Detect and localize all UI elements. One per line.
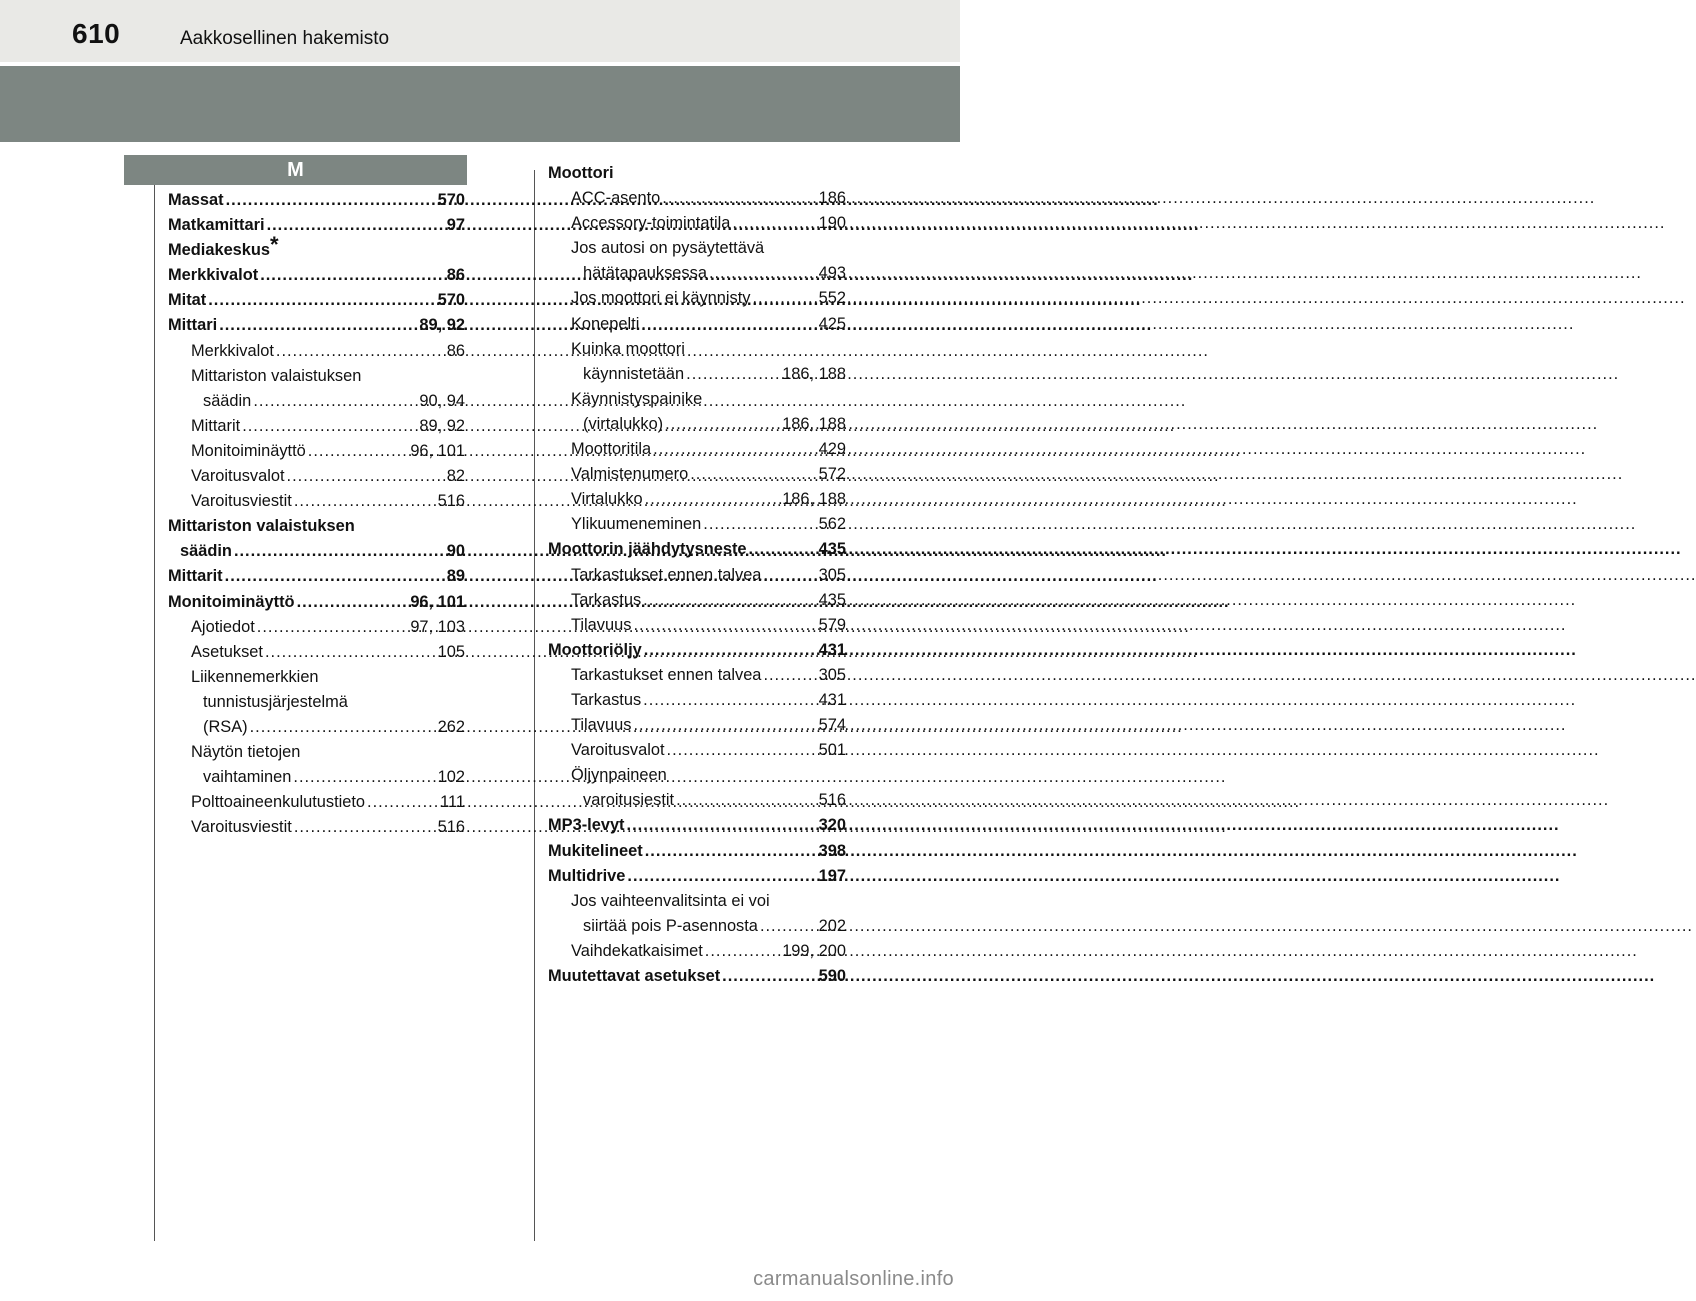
index-entry [548, 688, 846, 713]
index-entry [548, 713, 846, 738]
index-entry-term: Mittari [168, 316, 218, 335]
index-entry [168, 489, 465, 514]
index-entry-page: 435 [818, 590, 846, 609]
index-entry [548, 337, 846, 362]
index-entry-term: (RSA) [203, 717, 248, 736]
index-entry-term: Moottorin jäähdytysneste [548, 540, 747, 559]
index-entry-page: 305 [818, 565, 846, 584]
index-entry-page: 90 [446, 542, 465, 561]
dot-leader [703, 512, 816, 537]
index-entry [168, 288, 465, 313]
index-entry-term: Jos vaihteenvalitsinta ei voi [571, 891, 770, 910]
index-entry-term: Varoitusviestit [191, 818, 292, 837]
dot-leader [643, 588, 817, 613]
index-entry-page: 431 [818, 640, 846, 659]
index-entry-page: 501 [818, 741, 846, 760]
index-entry-term: Matkamittari [168, 216, 265, 235]
index-entry [168, 514, 465, 539]
index-entry-term: Mittariston valaistuksen [191, 366, 362, 385]
dot-leader [242, 414, 417, 439]
index-entry-page: 320 [818, 816, 846, 835]
dot-leader [367, 790, 438, 815]
index-entry-term: säädin [180, 542, 232, 561]
index-entry-page: 186, 188 [782, 490, 846, 509]
index-entry [548, 487, 846, 512]
index-entry-term: Tarkastus [571, 590, 642, 609]
dot-leader [225, 564, 445, 589]
index-entry [548, 839, 846, 864]
index-entry-page: 574 [818, 716, 846, 735]
index-entry-page: 516 [437, 492, 465, 511]
dot-leader [276, 339, 445, 364]
index-entry-page: 86 [446, 341, 465, 360]
index-entry-term: Accessory-toimintatila [571, 214, 731, 233]
index-entry-page: 86 [446, 266, 465, 285]
index-entry-page: 190 [818, 214, 846, 233]
index-entry-term: Moottoritila [571, 440, 652, 459]
index-entry [548, 286, 846, 311]
index-entry-term: MP3-levyt [548, 816, 625, 835]
index-entry [548, 437, 846, 462]
index-entry-page: 572 [818, 465, 846, 484]
index-entry-term: Asetukset [191, 642, 263, 661]
index-entry-page: 398 [818, 841, 846, 860]
index-entry-page: 102 [437, 768, 465, 787]
index-entry-page: 552 [818, 289, 846, 308]
index-entry-term: Ylikuumeneminen [571, 515, 702, 534]
section-letter: M [124, 155, 467, 185]
dot-leader [250, 715, 436, 740]
index-entry-term: Öljynpaineen [571, 766, 667, 785]
index-entry-term: Vaihdekatkaisimet [571, 941, 703, 960]
dot-leader [627, 864, 816, 889]
index-entry-term: Monitoiminäyttö [191, 441, 306, 460]
dot-leader [208, 288, 435, 313]
index-entry [548, 161, 846, 186]
dot-leader [749, 537, 817, 562]
index-entry-term: varoitusiestit [583, 791, 675, 810]
dot-leader [653, 437, 816, 462]
index-entry [168, 213, 465, 238]
index-entry-page: 82 [446, 467, 465, 486]
index-entry [168, 263, 465, 288]
index-entry-term: Varoitusvalot [191, 467, 285, 486]
index-entry-page: 197 [818, 866, 846, 885]
index-entry [548, 512, 846, 537]
index-entry-term: Virtalukko [571, 490, 643, 509]
dot-leader [665, 412, 780, 437]
index-entry-term: Ajotiedot [191, 617, 255, 636]
index-entry [168, 414, 465, 439]
index-entry [168, 464, 465, 489]
index-entry [548, 964, 846, 989]
index-entry [168, 815, 465, 840]
dot-leader [287, 464, 445, 489]
index-entry-term: Valmistenumero [571, 465, 689, 484]
index-entry-term: Massat [168, 191, 224, 209]
index-entry [548, 638, 846, 663]
index-entry [548, 211, 846, 236]
dot-leader [760, 914, 817, 939]
index-entry-term: Tilavuus [571, 615, 632, 634]
dot-leader [260, 263, 445, 288]
index-entry [548, 312, 846, 337]
dot-leader [267, 213, 445, 238]
index-entry-page: 89 [446, 567, 465, 586]
dot-leader [667, 738, 817, 763]
index-entry [168, 389, 465, 414]
index-entry-term: Liikennemerkkien [191, 667, 319, 686]
dot-leader [709, 261, 817, 286]
dot-leader [763, 663, 816, 688]
index-entry-page: 425 [818, 314, 846, 333]
index-entry [548, 588, 846, 613]
index-entry [548, 261, 846, 286]
index-entry-term: Tarkastukset ennen talvea [571, 565, 762, 584]
index-entry-term: siirtää pois P-asennosta [583, 916, 758, 935]
index-entry-page: 435 [818, 540, 846, 559]
dot-leader [257, 615, 409, 640]
index-entry-term: Mittarit [168, 567, 223, 586]
index-entry-term: Moottori [548, 164, 614, 182]
dot-leader [752, 286, 816, 311]
index-entry-page: 570 [437, 191, 465, 209]
index-entry-page: 431 [818, 690, 846, 709]
index-entry [548, 864, 846, 889]
index-entry [168, 188, 465, 213]
dot-leader [265, 640, 436, 665]
index-entry [168, 640, 465, 665]
index-entry-term: Varoitusviestit [191, 492, 292, 511]
index-entry [168, 790, 465, 815]
index-entry-page: 89, 92 [419, 316, 465, 335]
index-entry-page: 186, 188 [782, 364, 846, 383]
dot-leader [294, 815, 436, 840]
dot-leader [253, 389, 417, 414]
index-entry [548, 186, 846, 211]
index-entry-term: ACC-asento [571, 189, 661, 208]
dot-leader [662, 186, 816, 211]
index-entry-term: Käynnistyspainike [571, 389, 703, 408]
dot-leader [297, 590, 409, 615]
index-entry-page: 186, 188 [782, 414, 846, 433]
index-entry [548, 236, 846, 261]
index-entry [548, 788, 846, 813]
index-entry-term: Muutettavat asetukset [548, 967, 721, 985]
index-entry [168, 665, 465, 690]
index-entry-term: Konepelti [571, 314, 640, 333]
index-entry [548, 462, 846, 487]
index-entry-term: Monitoiminäyttö [168, 592, 295, 611]
index-entry-term: Merkkivalot [191, 341, 274, 360]
dot-leader [234, 539, 445, 564]
index-entry-term: Varoitusvalot [571, 741, 665, 760]
index-entry [168, 765, 465, 790]
index-entry-page: 199, 200 [782, 941, 846, 960]
index-entry-term: Näytön tietojen [191, 743, 301, 762]
index-entry-page: 516 [437, 818, 465, 837]
dot-leader [676, 788, 817, 813]
index-entry-term: Jos autosi on pysäytettävä [571, 239, 765, 258]
index-entry [548, 738, 846, 763]
index-entry [168, 715, 465, 740]
index-entry [168, 590, 465, 615]
index-entry: Mediakeskus * [168, 238, 465, 263]
index-entry-page: 96, 101 [410, 592, 465, 611]
index-entry-page: 516 [818, 791, 846, 810]
index-entry [168, 564, 465, 589]
index-entry-term: tunnistusjärjestelmä [203, 692, 348, 711]
index-entry [548, 537, 846, 562]
index-entry [548, 563, 846, 588]
index-entry [548, 387, 846, 412]
index-entry-page: 493 [818, 264, 846, 283]
index-entry [168, 615, 465, 640]
index-entry-page: 89, 92 [419, 416, 465, 435]
index-entry-term: Mitat [168, 291, 207, 310]
index-entry-page: 90, 94 [419, 391, 465, 410]
index-entry-page: 590 [818, 967, 846, 985]
index-entry-term: Mediakeskus [168, 241, 271, 260]
index-entry [168, 539, 465, 564]
index-entry [548, 613, 846, 638]
index-entry [548, 663, 846, 688]
index-entry-page: 570 [437, 291, 465, 310]
index-entry-page: 562 [818, 515, 846, 534]
page-title: Aakkosellinen hakemisto [180, 28, 390, 49]
index-entry-term: Mittariston valaistuksen [168, 517, 355, 536]
index-entry [168, 740, 465, 765]
index-entry [168, 364, 465, 389]
dot-leader [686, 362, 780, 387]
index-entry-term: Tilavuus [571, 716, 632, 735]
index-entry-page: 105 [437, 642, 465, 661]
dot-leader [308, 439, 409, 464]
index-entry-term: käynnistetään [583, 364, 685, 383]
index-entry-term: Tarkastukset ennen talvea [571, 665, 762, 684]
page-header [0, 0, 960, 62]
left-column-rule [154, 185, 155, 1241]
watermark: carmanualsonline.info [753, 1268, 954, 1290]
index-entry-page: 97, 103 [410, 617, 465, 636]
dot-leader [294, 489, 436, 514]
dot-leader [705, 939, 780, 964]
dot-leader [645, 839, 817, 864]
header-banner [0, 66, 960, 142]
index-entry [548, 939, 846, 964]
index-entry [548, 914, 846, 939]
index-entry-term: Moottoriöljy [548, 640, 642, 659]
index-entry-page: 202 [818, 916, 846, 935]
index-entry-term: vaihtaminen [203, 768, 292, 787]
index-entry-page: 305 [818, 665, 846, 684]
index-entry-term: Tarkastus [571, 690, 642, 709]
dot-leader [627, 813, 817, 838]
dot-leader [633, 613, 816, 638]
index-entry-page: 579 [818, 615, 846, 634]
index-entry-term: Multidrive [548, 866, 626, 885]
index-entry-term: Polttoaineenkulutustieto [191, 793, 366, 812]
dot-leader [641, 312, 816, 337]
index-entry [168, 439, 465, 464]
index-entry-page: 96, 101 [410, 441, 465, 460]
index-entry-page: 97 [446, 216, 465, 235]
index-entry [548, 763, 846, 788]
index-entry-term: Kuinka moottori [571, 339, 685, 358]
index-entry [548, 412, 846, 437]
dot-leader [645, 487, 781, 512]
index-entry [548, 362, 846, 387]
dot-leader [763, 563, 816, 588]
index-entry-page: 262 [437, 717, 465, 736]
index-entry-term: Merkkivalot [168, 266, 259, 285]
index-entry-term: Mittarit [191, 416, 241, 435]
index-entry-term: Jos moottori ei käynnisty [571, 289, 751, 308]
index-entry-term: hätätapauksessa [583, 264, 707, 283]
dot-leader [732, 211, 816, 236]
index-entry-term: Mukitelineet [548, 841, 643, 860]
dot-leader [293, 765, 435, 790]
index-column-right [548, 161, 846, 989]
index-entry [168, 690, 465, 715]
index-column-left [168, 188, 465, 840]
index-entry-term: (virtalukko) [583, 414, 664, 433]
dot-leader [722, 964, 816, 989]
index-entry [548, 813, 846, 838]
dot-leader [226, 188, 436, 213]
dot-leader [690, 462, 816, 487]
dot-leader [644, 638, 817, 663]
page-number: 610 [72, 18, 121, 49]
index-entry [168, 313, 465, 338]
index-entry [548, 889, 846, 914]
dot-leader [643, 688, 817, 713]
index-entry-page: 186 [818, 189, 846, 208]
index-entry [168, 339, 465, 364]
dot-leader [219, 313, 417, 338]
index-entry-page: 111 [440, 793, 465, 812]
index-entry-page: 429 [818, 440, 846, 459]
index-entry-term: säädin [203, 391, 252, 410]
dot-leader [633, 713, 816, 738]
